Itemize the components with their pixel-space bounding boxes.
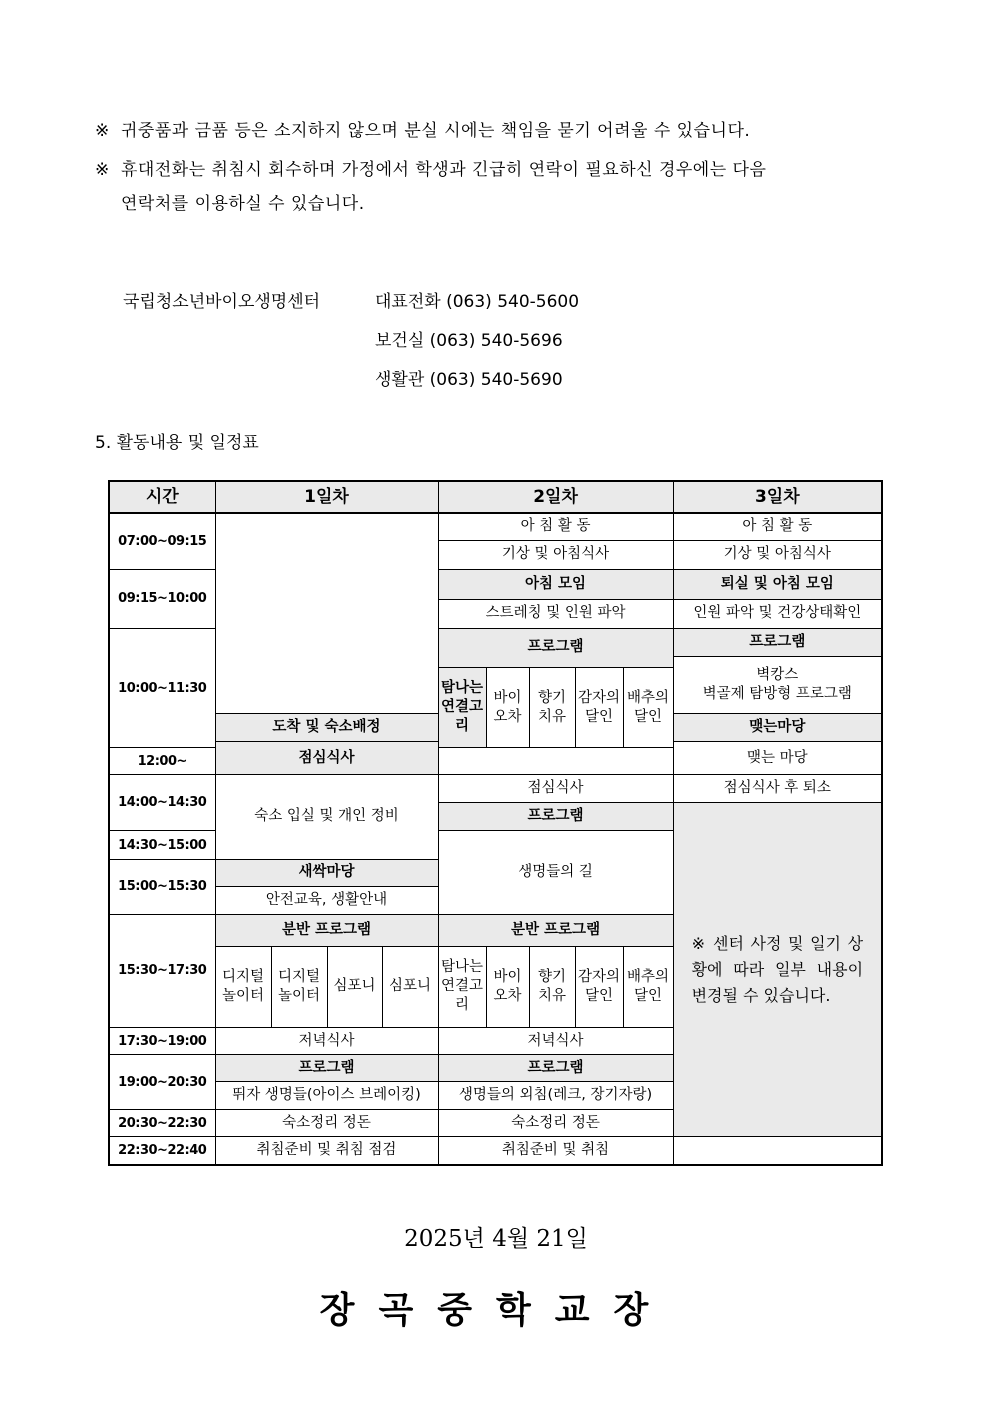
day3-prog-line2: 벽골제 탐방형 프로그램: [702, 686, 852, 703]
header-day2: 2일차: [438, 481, 673, 513]
day2-life-road: 생명들의 길: [438, 831, 673, 914]
day2-split-item: 탐나는 연결고리: [438, 946, 486, 1027]
day1-cleanup: 숙소정리 정돈: [215, 1110, 438, 1137]
contact-org: 국립청소년바이오생명센터: [123, 292, 321, 312]
day3-prog-line1: 벽캉스: [756, 667, 799, 684]
day3-program: 프로그램: [673, 628, 882, 656]
day2-lunch-blank: [438, 748, 673, 775]
day2-morning-meet: 아침 모임: [438, 569, 673, 599]
day2-cleanup: 숙소정리 정돈: [438, 1110, 673, 1137]
time-cell: 12:00~: [109, 748, 215, 775]
day3-lunch-leave: 점심식사 후 퇴소: [673, 775, 882, 803]
day2-split-item: 배추의 달인: [623, 946, 673, 1027]
day1-split: 분반 프로그램: [215, 914, 438, 946]
header-time: 시간: [109, 481, 215, 513]
time-cell: 07:00~09:15: [109, 513, 215, 569]
day2-prog-item: 감자의 달인: [575, 668, 623, 748]
time-cell: 22:30~22:40: [109, 1137, 215, 1165]
day1-split-item: 심포니: [382, 946, 438, 1027]
day2-lunch: 점심식사: [438, 775, 673, 803]
document-date: 2025년 4월 21일: [404, 1226, 588, 1252]
day2-prog-item: 탐나는 연결고리: [438, 668, 486, 748]
day2-program3: 프로그램: [438, 1055, 673, 1082]
header-day1: 1일차: [215, 481, 438, 513]
day1-saessak: 새싹마당: [215, 859, 438, 886]
day3-closing-detail: 맺는 마당: [673, 742, 882, 775]
day1-program-detail: 뛰자 생명들(아이스 브레이킹): [215, 1082, 438, 1110]
day3-closing: 맺는마당: [673, 714, 882, 742]
time-cell: 10:00~11:30: [109, 628, 215, 747]
day1-lunch: 점심식사: [215, 742, 438, 775]
day2-stretch: 스트레칭 및 인원 파악: [438, 599, 673, 628]
day1-arrival: 도착 및 숙소배정: [215, 714, 438, 742]
time-cell: 14:30~15:00: [109, 831, 215, 859]
day2-morning-act: 아 침 활 동: [438, 513, 673, 540]
day1-empty: [215, 513, 438, 714]
day2-prog-item: 바이오차: [486, 668, 529, 748]
day1-split-item: 디지털 놀이터: [271, 946, 327, 1027]
day2-bedtime: 취침준비 및 취침: [438, 1137, 673, 1165]
section-title: 5. 활동내용 및 일정표: [95, 433, 259, 453]
time-cell: 15:30~17:30: [109, 914, 215, 1027]
header-row: [109, 481, 882, 513]
notice-mark: ※: [95, 121, 110, 141]
day1-room: 숙소 입실 및 개인 정비: [215, 775, 438, 859]
contact-health: 보건실 (063) 540-5696: [375, 331, 563, 351]
day3-health: 인원 파악 및 건강상태확인: [673, 599, 882, 628]
day2-split-item: 바이오차: [486, 946, 529, 1027]
time-cell: 20:30~22:30: [109, 1110, 215, 1137]
day1-split-item: 심포니: [327, 946, 382, 1027]
notice-phone: [95, 153, 900, 221]
day2-program: 프로그램: [438, 628, 673, 667]
day2-wake: 기상 및 아침식사: [438, 540, 673, 569]
contact-dorm: 생활관 (063) 540-5690: [375, 370, 563, 390]
notice-text-cont: 연락처를 이용하실 수 있습니다.: [121, 194, 365, 214]
notice-mark: ※: [95, 160, 110, 180]
day3-program-detail: [673, 656, 882, 713]
day2-prog-item: 향기 치유: [529, 668, 575, 748]
day3-checkout: 퇴실 및 아침 모임: [673, 569, 882, 599]
day2-program3-detail: 생명들의 외침(레크, 장기자랑): [438, 1082, 673, 1110]
day3-morning-act: 아 침 활 동: [673, 513, 882, 540]
day2-split-item: 감자의 달인: [575, 946, 623, 1027]
day2-dinner: 저녁식사: [438, 1028, 673, 1055]
day1-program: 프로그램: [215, 1055, 438, 1082]
day1-split-item: 디지털 놀이터: [215, 946, 271, 1027]
day2-split-item: 향기 치유: [529, 946, 575, 1027]
time-cell: 09:15~10:00: [109, 569, 215, 628]
notice-valuables: [95, 114, 900, 148]
day3-note: ※ 센터 사정 및 일기 상황에 따라 일부 내용이 변경될 수 있습니다.: [673, 803, 882, 1137]
day1-bedtime: 취침준비 및 취침 점검: [215, 1137, 438, 1165]
notice-text: 귀중품과 금품 등은 소지하지 않으며 분실 시에는 책임을 묻기 어려울 수 있습니다.: [121, 121, 751, 141]
schedule-table: [108, 480, 883, 1166]
day2-prog-item: 배추의 달인: [623, 668, 673, 748]
day2-program2: 프로그램: [438, 803, 673, 831]
day2-split: 분반 프로그램: [438, 914, 673, 946]
principal-signature: 장곡중학교장: [319, 1290, 673, 1331]
time-cell: 17:30~19:00: [109, 1028, 215, 1055]
day1-safety: 안전교육, 생활안내: [215, 886, 438, 914]
header-day3: 3일차: [673, 481, 882, 513]
notice-text: 휴대전화는 취침시 회수하며 가정에서 학생과 긴급히 연락이 필요하신 경우에는 다음: [121, 160, 767, 180]
time-cell: 14:00~14:30: [109, 775, 215, 831]
time-cell: 19:00~20:30: [109, 1055, 215, 1110]
day3-wake: 기상 및 아침식사: [673, 540, 882, 569]
day1-dinner: 저녁식사: [215, 1028, 438, 1055]
time-cell: 15:00~15:30: [109, 859, 215, 914]
contact-main: 대표전화 (063) 540-5600: [375, 292, 580, 312]
